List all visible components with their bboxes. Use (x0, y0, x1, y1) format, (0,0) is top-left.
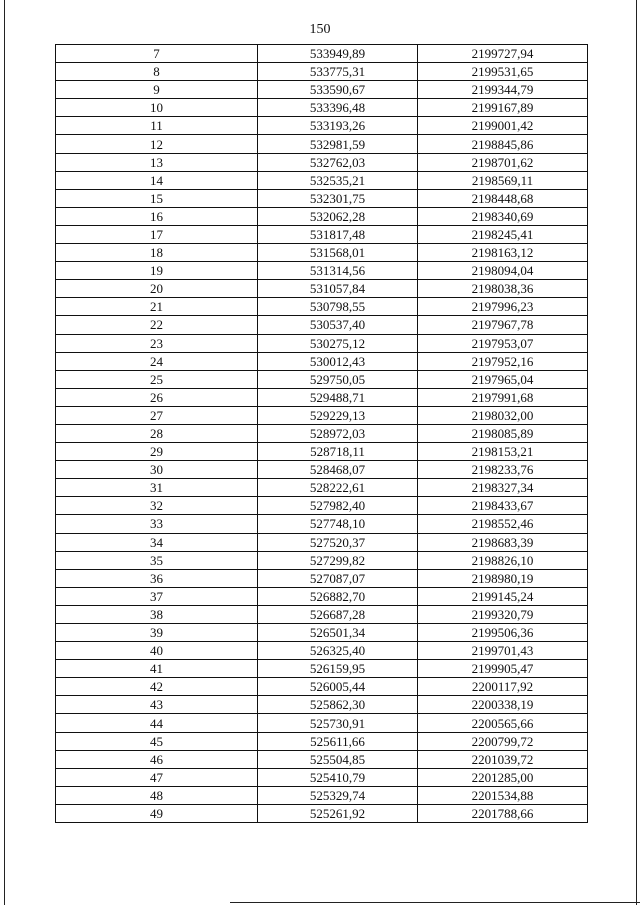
x-coordinate-cell: 525730,91 (258, 714, 418, 732)
x-coordinate-cell: 529229,13 (258, 406, 418, 424)
y-coordinate-cell: 2200338,19 (418, 696, 588, 714)
point-number-cell: 14 (56, 171, 258, 189)
y-coordinate-cell: 2200799,72 (418, 732, 588, 750)
point-number-cell: 20 (56, 280, 258, 298)
x-coordinate-cell: 525504,85 (258, 750, 418, 768)
y-coordinate-cell: 2197965,04 (418, 370, 588, 388)
y-coordinate-cell: 2198094,04 (418, 262, 588, 280)
table-row (56, 63, 588, 81)
point-number-cell: 7 (56, 45, 258, 63)
y-coordinate-cell: 2200565,66 (418, 714, 588, 732)
table-row (56, 461, 588, 479)
table-row (56, 624, 588, 642)
table-row (56, 642, 588, 660)
page-border-left (4, 0, 5, 905)
y-coordinate-cell: 2198433,67 (418, 497, 588, 515)
table-row (56, 99, 588, 117)
point-number-cell: 18 (56, 244, 258, 262)
point-number-cell: 49 (56, 804, 258, 822)
table-row (56, 768, 588, 786)
x-coordinate-cell: 533949,89 (258, 45, 418, 63)
y-coordinate-cell: 2199727,94 (418, 45, 588, 63)
page-border-right (636, 0, 637, 905)
x-coordinate-cell: 527982,40 (258, 497, 418, 515)
point-number-cell: 32 (56, 497, 258, 515)
point-number-cell: 46 (56, 750, 258, 768)
x-coordinate-cell: 533193,26 (258, 117, 418, 135)
y-coordinate-cell: 2198340,69 (418, 207, 588, 225)
table-row (56, 388, 588, 406)
y-coordinate-cell: 2199344,79 (418, 81, 588, 99)
point-number-cell: 43 (56, 696, 258, 714)
point-number-cell: 39 (56, 624, 258, 642)
y-coordinate-cell: 2199701,43 (418, 642, 588, 660)
x-coordinate-cell: 531057,84 (258, 280, 418, 298)
table-row (56, 696, 588, 714)
point-number-cell: 28 (56, 424, 258, 442)
page-number: 150 (309, 22, 331, 37)
coordinates-table (55, 44, 588, 823)
point-number-cell: 47 (56, 768, 258, 786)
table-row (56, 334, 588, 352)
point-number-cell: 25 (56, 370, 258, 388)
point-number-cell: 10 (56, 99, 258, 117)
x-coordinate-cell: 531568,01 (258, 244, 418, 262)
x-coordinate-cell: 532762,03 (258, 153, 418, 171)
table-row (56, 352, 588, 370)
table-row (56, 189, 588, 207)
x-coordinate-cell: 530275,12 (258, 334, 418, 352)
table-row (56, 497, 588, 515)
x-coordinate-cell: 526005,44 (258, 678, 418, 696)
point-number-cell: 13 (56, 153, 258, 171)
x-coordinate-cell: 531314,56 (258, 262, 418, 280)
x-coordinate-cell: 530537,40 (258, 316, 418, 334)
point-number-cell: 37 (56, 587, 258, 605)
x-coordinate-cell: 526325,40 (258, 642, 418, 660)
y-coordinate-cell: 2197952,16 (418, 352, 588, 370)
table-row (56, 804, 588, 822)
x-coordinate-cell: 526501,34 (258, 624, 418, 642)
table-row (56, 587, 588, 605)
page-border-bottom (230, 902, 640, 903)
point-number-cell: 15 (56, 189, 258, 207)
point-number-cell: 19 (56, 262, 258, 280)
table-row (56, 316, 588, 334)
x-coordinate-cell: 527748,10 (258, 515, 418, 533)
y-coordinate-cell: 2199531,65 (418, 63, 588, 81)
y-coordinate-cell: 2198038,36 (418, 280, 588, 298)
x-coordinate-cell: 532062,28 (258, 207, 418, 225)
point-number-cell: 12 (56, 135, 258, 153)
point-number-cell: 22 (56, 316, 258, 334)
y-coordinate-cell: 2198085,89 (418, 424, 588, 442)
x-coordinate-cell: 529750,05 (258, 370, 418, 388)
y-coordinate-cell: 2201039,72 (418, 750, 588, 768)
y-coordinate-cell: 2198233,76 (418, 461, 588, 479)
table-row (56, 171, 588, 189)
table-row (56, 533, 588, 551)
y-coordinate-cell: 2198153,21 (418, 443, 588, 461)
table-row (56, 207, 588, 225)
x-coordinate-cell: 525862,30 (258, 696, 418, 714)
x-coordinate-cell: 529488,71 (258, 388, 418, 406)
table-row (56, 135, 588, 153)
point-number-cell: 29 (56, 443, 258, 461)
table-row (56, 750, 588, 768)
point-number-cell: 42 (56, 678, 258, 696)
table-row (56, 660, 588, 678)
table-row (56, 225, 588, 243)
y-coordinate-cell: 2197967,78 (418, 316, 588, 334)
y-coordinate-cell: 2198327,34 (418, 479, 588, 497)
y-coordinate-cell: 2197991,68 (418, 388, 588, 406)
y-coordinate-cell: 2201285,00 (418, 768, 588, 786)
y-coordinate-cell: 2199001,42 (418, 117, 588, 135)
x-coordinate-cell: 530798,55 (258, 298, 418, 316)
x-coordinate-cell: 526882,70 (258, 587, 418, 605)
y-coordinate-cell: 2200117,92 (418, 678, 588, 696)
x-coordinate-cell: 528718,11 (258, 443, 418, 461)
y-coordinate-cell: 2198683,39 (418, 533, 588, 551)
table-row (56, 280, 588, 298)
table-row (56, 244, 588, 262)
point-number-cell: 23 (56, 334, 258, 352)
y-coordinate-cell: 2199320,79 (418, 605, 588, 623)
point-number-cell: 40 (56, 642, 258, 660)
y-coordinate-cell: 2198163,12 (418, 244, 588, 262)
table-row (56, 714, 588, 732)
y-coordinate-cell: 2198552,46 (418, 515, 588, 533)
x-coordinate-cell: 527087,07 (258, 569, 418, 587)
point-number-cell: 24 (56, 352, 258, 370)
table-row (56, 153, 588, 171)
table-row (56, 81, 588, 99)
table-row (56, 678, 588, 696)
y-coordinate-cell: 2199506,36 (418, 624, 588, 642)
table-row (56, 117, 588, 135)
x-coordinate-cell: 525261,92 (258, 804, 418, 822)
y-coordinate-cell: 2198701,62 (418, 153, 588, 171)
table-row (56, 45, 588, 63)
point-number-cell: 31 (56, 479, 258, 497)
x-coordinate-cell: 528468,07 (258, 461, 418, 479)
y-coordinate-cell: 2198845,86 (418, 135, 588, 153)
y-coordinate-cell: 2197953,07 (418, 334, 588, 352)
y-coordinate-cell: 2198245,41 (418, 225, 588, 243)
table-row (56, 479, 588, 497)
coordinates-table-body (56, 45, 588, 823)
y-coordinate-cell: 2199145,24 (418, 587, 588, 605)
point-number-cell: 34 (56, 533, 258, 551)
x-coordinate-cell: 527520,37 (258, 533, 418, 551)
point-number-cell: 44 (56, 714, 258, 732)
x-coordinate-cell: 531817,48 (258, 225, 418, 243)
y-coordinate-cell: 2198448,68 (418, 189, 588, 207)
point-number-cell: 35 (56, 551, 258, 569)
table-row (56, 786, 588, 804)
x-coordinate-cell: 530012,43 (258, 352, 418, 370)
point-number-cell: 36 (56, 569, 258, 587)
x-coordinate-cell: 533590,67 (258, 81, 418, 99)
x-coordinate-cell: 532981,59 (258, 135, 418, 153)
table-row (56, 406, 588, 424)
x-coordinate-cell: 525410,79 (258, 768, 418, 786)
point-number-cell: 27 (56, 406, 258, 424)
y-coordinate-cell: 2201534,88 (418, 786, 588, 804)
table-row (56, 370, 588, 388)
point-number-cell: 21 (56, 298, 258, 316)
x-coordinate-cell: 526159,95 (258, 660, 418, 678)
point-number-cell: 41 (56, 660, 258, 678)
y-coordinate-cell: 2201788,66 (418, 804, 588, 822)
point-number-cell: 48 (56, 786, 258, 804)
x-coordinate-cell: 528222,61 (258, 479, 418, 497)
table-row (56, 515, 588, 533)
y-coordinate-cell: 2199905,47 (418, 660, 588, 678)
x-coordinate-cell: 532535,21 (258, 171, 418, 189)
point-number-cell: 33 (56, 515, 258, 533)
point-number-cell: 16 (56, 207, 258, 225)
point-number-cell: 38 (56, 605, 258, 623)
y-coordinate-cell: 2198826,10 (418, 551, 588, 569)
table-row (56, 732, 588, 750)
y-coordinate-cell: 2198032,00 (418, 406, 588, 424)
table-row (56, 298, 588, 316)
table-row (56, 443, 588, 461)
x-coordinate-cell: 532301,75 (258, 189, 418, 207)
point-number-cell: 9 (56, 81, 258, 99)
table-row (56, 424, 588, 442)
x-coordinate-cell: 527299,82 (258, 551, 418, 569)
table-row (56, 605, 588, 623)
point-number-cell: 11 (56, 117, 258, 135)
point-number-cell: 45 (56, 732, 258, 750)
table-row (56, 551, 588, 569)
x-coordinate-cell: 533396,48 (258, 99, 418, 117)
point-number-cell: 26 (56, 388, 258, 406)
point-number-cell: 17 (56, 225, 258, 243)
y-coordinate-cell: 2198569,11 (418, 171, 588, 189)
y-coordinate-cell: 2197996,23 (418, 298, 588, 316)
point-number-cell: 30 (56, 461, 258, 479)
table-row (56, 262, 588, 280)
point-number-cell: 8 (56, 63, 258, 81)
x-coordinate-cell: 528972,03 (258, 424, 418, 442)
table-row (56, 569, 588, 587)
x-coordinate-cell: 525611,66 (258, 732, 418, 750)
x-coordinate-cell: 526687,28 (258, 605, 418, 623)
x-coordinate-cell: 525329,74 (258, 786, 418, 804)
y-coordinate-cell: 2198980,19 (418, 569, 588, 587)
y-coordinate-cell: 2199167,89 (418, 99, 588, 117)
x-coordinate-cell: 533775,31 (258, 63, 418, 81)
